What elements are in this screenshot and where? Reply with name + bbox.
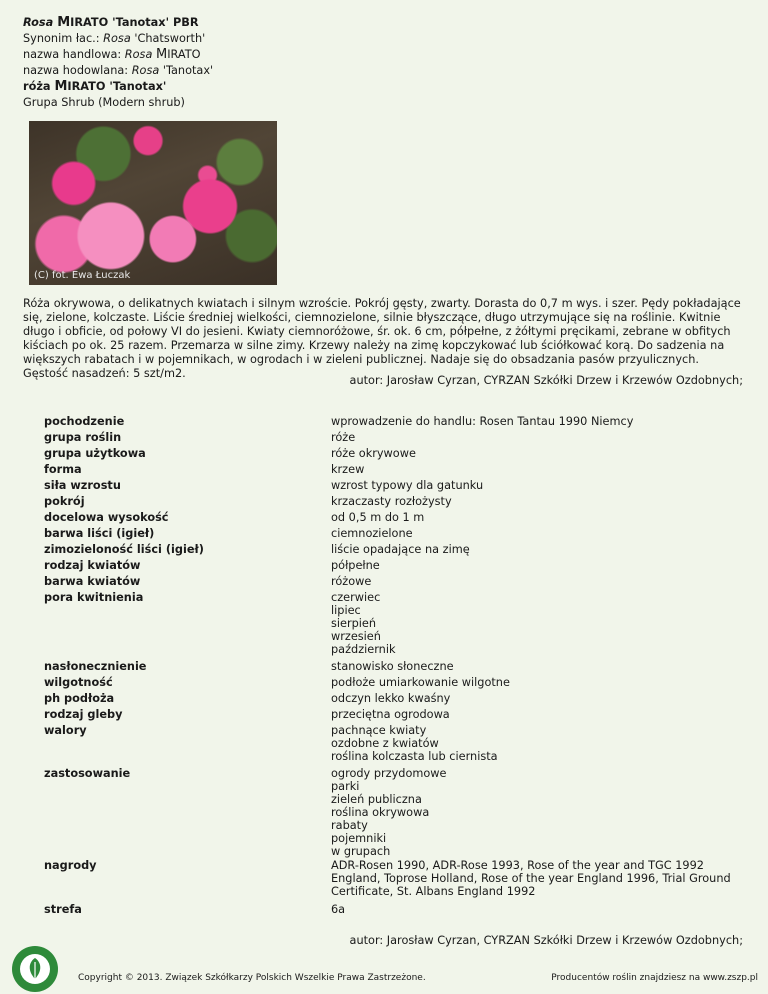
title-genus: Rosa bbox=[23, 16, 54, 29]
trade-initial: M bbox=[155, 47, 168, 62]
pl-name-end: 'Tanotax' bbox=[109, 80, 167, 93]
trade-genus: Rosa bbox=[124, 48, 153, 61]
property-value bbox=[331, 708, 450, 721]
plant-header bbox=[23, 15, 213, 111]
property-label: rodzaj kwiatów bbox=[44, 559, 141, 572]
author-line-top: autor: Jarosław Cyrzan, CYRZAN Szkółki Drzew i Krzewów Ozdobnych; bbox=[349, 374, 743, 387]
footer-copyright: Copyright © 2013. Związek Szkółkarzy Polskich Wszelkie Prawa Zastrzeżone. bbox=[78, 973, 426, 983]
property-value-line: w grupach bbox=[331, 845, 391, 858]
property-value-line: roślina kolczasta lub ciernista bbox=[331, 750, 498, 763]
property-value bbox=[331, 431, 355, 444]
pl-name-start: róża bbox=[23, 80, 51, 93]
property-value-line: odczyn lekko kwaśny bbox=[331, 692, 451, 705]
property-value-line: półpełne bbox=[331, 559, 380, 572]
property-value-line: rabaty bbox=[331, 819, 368, 832]
title-cultivar-rest: IRATO bbox=[70, 16, 109, 29]
property-label: zastosowanie bbox=[44, 767, 131, 780]
property-label: ph podłoża bbox=[44, 692, 115, 705]
property-value-line: pachnące kwiaty bbox=[331, 724, 427, 737]
plant-title bbox=[23, 15, 213, 31]
photo-caption: (C) fot. Ewa Łuczak bbox=[34, 270, 131, 281]
property-value bbox=[331, 543, 470, 556]
property-value bbox=[331, 447, 416, 460]
property-value-line: różowe bbox=[331, 575, 372, 588]
property-label: wilgotność bbox=[44, 676, 113, 689]
property-value bbox=[331, 415, 633, 428]
property-value-line: wprowadzenie do handlu: Rosen Tantau 1990 Niemcy bbox=[331, 415, 634, 428]
property-value bbox=[331, 527, 413, 540]
property-label: barwa kwiatów bbox=[44, 575, 141, 588]
property-label: pochodzenie bbox=[44, 415, 125, 428]
property-value-line: róże bbox=[331, 431, 356, 444]
property-label: docelowa wysokość bbox=[44, 511, 169, 524]
property-value bbox=[331, 903, 345, 916]
plant-photo bbox=[29, 121, 277, 285]
property-label: pokrój bbox=[44, 495, 85, 508]
author-line-bottom: autor: Jarosław Cyrzan, CYRZAN Szkółki Drzew i Krzewów Ozdobnych; bbox=[349, 934, 743, 947]
pl-rest: IRATO bbox=[67, 80, 106, 93]
property-label: barwa liści (igieł) bbox=[44, 527, 155, 540]
property-value-line: krzew bbox=[331, 463, 365, 476]
property-label: forma bbox=[44, 463, 82, 476]
title-rest: 'Tanotax' PBR bbox=[112, 16, 199, 29]
property-label: walory bbox=[44, 724, 87, 737]
property-value bbox=[331, 660, 454, 673]
title-cultivar-initial: M bbox=[57, 15, 71, 30]
property-value bbox=[331, 495, 452, 508]
property-label: rodzaj gleby bbox=[44, 708, 123, 721]
property-value-line: ciemnozielone bbox=[331, 527, 413, 540]
property-label: strefa bbox=[44, 903, 82, 916]
property-label: siła wzrostu bbox=[44, 479, 121, 492]
property-value-line: od 0,5 m do 1 m bbox=[331, 511, 425, 524]
synonym-prefix: Synonim łac.: bbox=[23, 32, 100, 45]
group-line: Grupa Shrub (Modern shrub) bbox=[23, 96, 185, 109]
property-value bbox=[331, 559, 380, 572]
property-value bbox=[331, 511, 424, 524]
property-value-line: stanowisko słoneczne bbox=[331, 660, 454, 673]
breed-name-line bbox=[23, 63, 213, 79]
property-value bbox=[331, 575, 371, 588]
trade-rest: IRATO bbox=[167, 48, 201, 61]
property-label: nagrody bbox=[44, 859, 97, 872]
property-value-line: zieleń publiczna bbox=[331, 793, 422, 806]
pl-initial: M bbox=[54, 79, 68, 94]
property-value-line: przeciętna ogrodowa bbox=[331, 708, 450, 721]
zszp-logo-icon bbox=[10, 944, 60, 994]
property-value bbox=[331, 479, 483, 492]
property-value-line: pojemniki bbox=[331, 832, 387, 845]
property-value bbox=[331, 591, 396, 656]
property-value-line: ogrody przydomowe bbox=[331, 767, 447, 780]
property-value bbox=[331, 859, 741, 898]
property-value bbox=[331, 767, 446, 858]
property-value-line: wzrost typowy dla gatunku bbox=[331, 479, 484, 492]
property-value-line: parki bbox=[331, 780, 360, 793]
property-label: zimozieloność liści (igieł) bbox=[44, 543, 204, 556]
property-value bbox=[331, 692, 450, 705]
property-value-line: sierpień bbox=[331, 617, 377, 630]
property-label: nasłonecznienie bbox=[44, 660, 147, 673]
property-value-line: lipiec bbox=[331, 604, 361, 617]
property-value-line: podłoże umiarkowanie wilgotne bbox=[331, 676, 510, 689]
breed-rest: 'Tanotax' bbox=[162, 64, 214, 77]
footer-producers-link[interactable]: Producentów roślin znajdziesz na www.zszp.pl bbox=[551, 973, 758, 983]
property-value-line: liście opadające na zimę bbox=[331, 543, 470, 556]
property-value bbox=[331, 463, 364, 476]
breed-prefix: nazwa hodowlana: bbox=[23, 64, 129, 77]
property-value bbox=[331, 724, 498, 763]
synonym-rest: 'Chatsworth' bbox=[134, 32, 206, 45]
property-label: grupa użytkowa bbox=[44, 447, 146, 460]
synonym-line bbox=[23, 31, 213, 47]
property-value-line: krzaczasty rozłożysty bbox=[331, 495, 452, 508]
breed-genus: Rosa bbox=[131, 64, 160, 77]
property-value-line: wrzesień bbox=[331, 630, 381, 643]
property-value bbox=[331, 676, 510, 689]
property-value-line: ozdobne z kwiatów bbox=[331, 737, 439, 750]
polish-name-line bbox=[23, 79, 213, 95]
property-label: pora kwitnienia bbox=[44, 591, 144, 604]
property-value-line: ADR-Rosen 1990, ADR-Rose 1993, Rose of the year and TGC 1992 England, Toprose Holland, Rose of the year England 1996, Trial Ground Certificate, St. Albans England 1992 bbox=[331, 859, 731, 898]
plant-description: Róża okrywowa, o delikatnych kwiatach i silnym wzroście. Pokrój gęsty, zwarty. Dorasta do 0,7 m wys. i szer. Pędy pokładające się, zielone, kolczaste. Liście średniej wielkości, ciemnozielone, silnie błyszczące, długo utrzymujące się na roślinie. Kwitnie długo i obficie, od połowy VI do jesieni. Kwiaty ciemnoróżowe, śr. ok. 6 cm, półpełne, z żółtymi pręcikami, zebrane w obfitych kiściach po ok. 25 razem. Przemarza w silne zimy. Krzewy należy na zimę kopczykować lub ściółkować korą. Do sadzenia na większych rabatach i w pojemnikach, w ogrodach i w zieleni publicznej. Nadaje się do obsadzania pasów przyulicznych. Gęstość nasadzeń: 5 szt/m2. bbox=[23, 297, 741, 380]
trade-name-line bbox=[23, 47, 213, 63]
property-value-line: róże okrywowe bbox=[331, 447, 416, 460]
property-value-line: 6a bbox=[331, 903, 346, 916]
property-label: grupa roślin bbox=[44, 431, 122, 444]
property-value-line: czerwiec bbox=[331, 591, 381, 604]
property-value-line: październik bbox=[331, 643, 396, 656]
property-value-line: roślina okrywowa bbox=[331, 806, 430, 819]
synonym-genus: Rosa bbox=[103, 32, 131, 45]
trade-prefix: nazwa handlowa: bbox=[23, 48, 122, 61]
